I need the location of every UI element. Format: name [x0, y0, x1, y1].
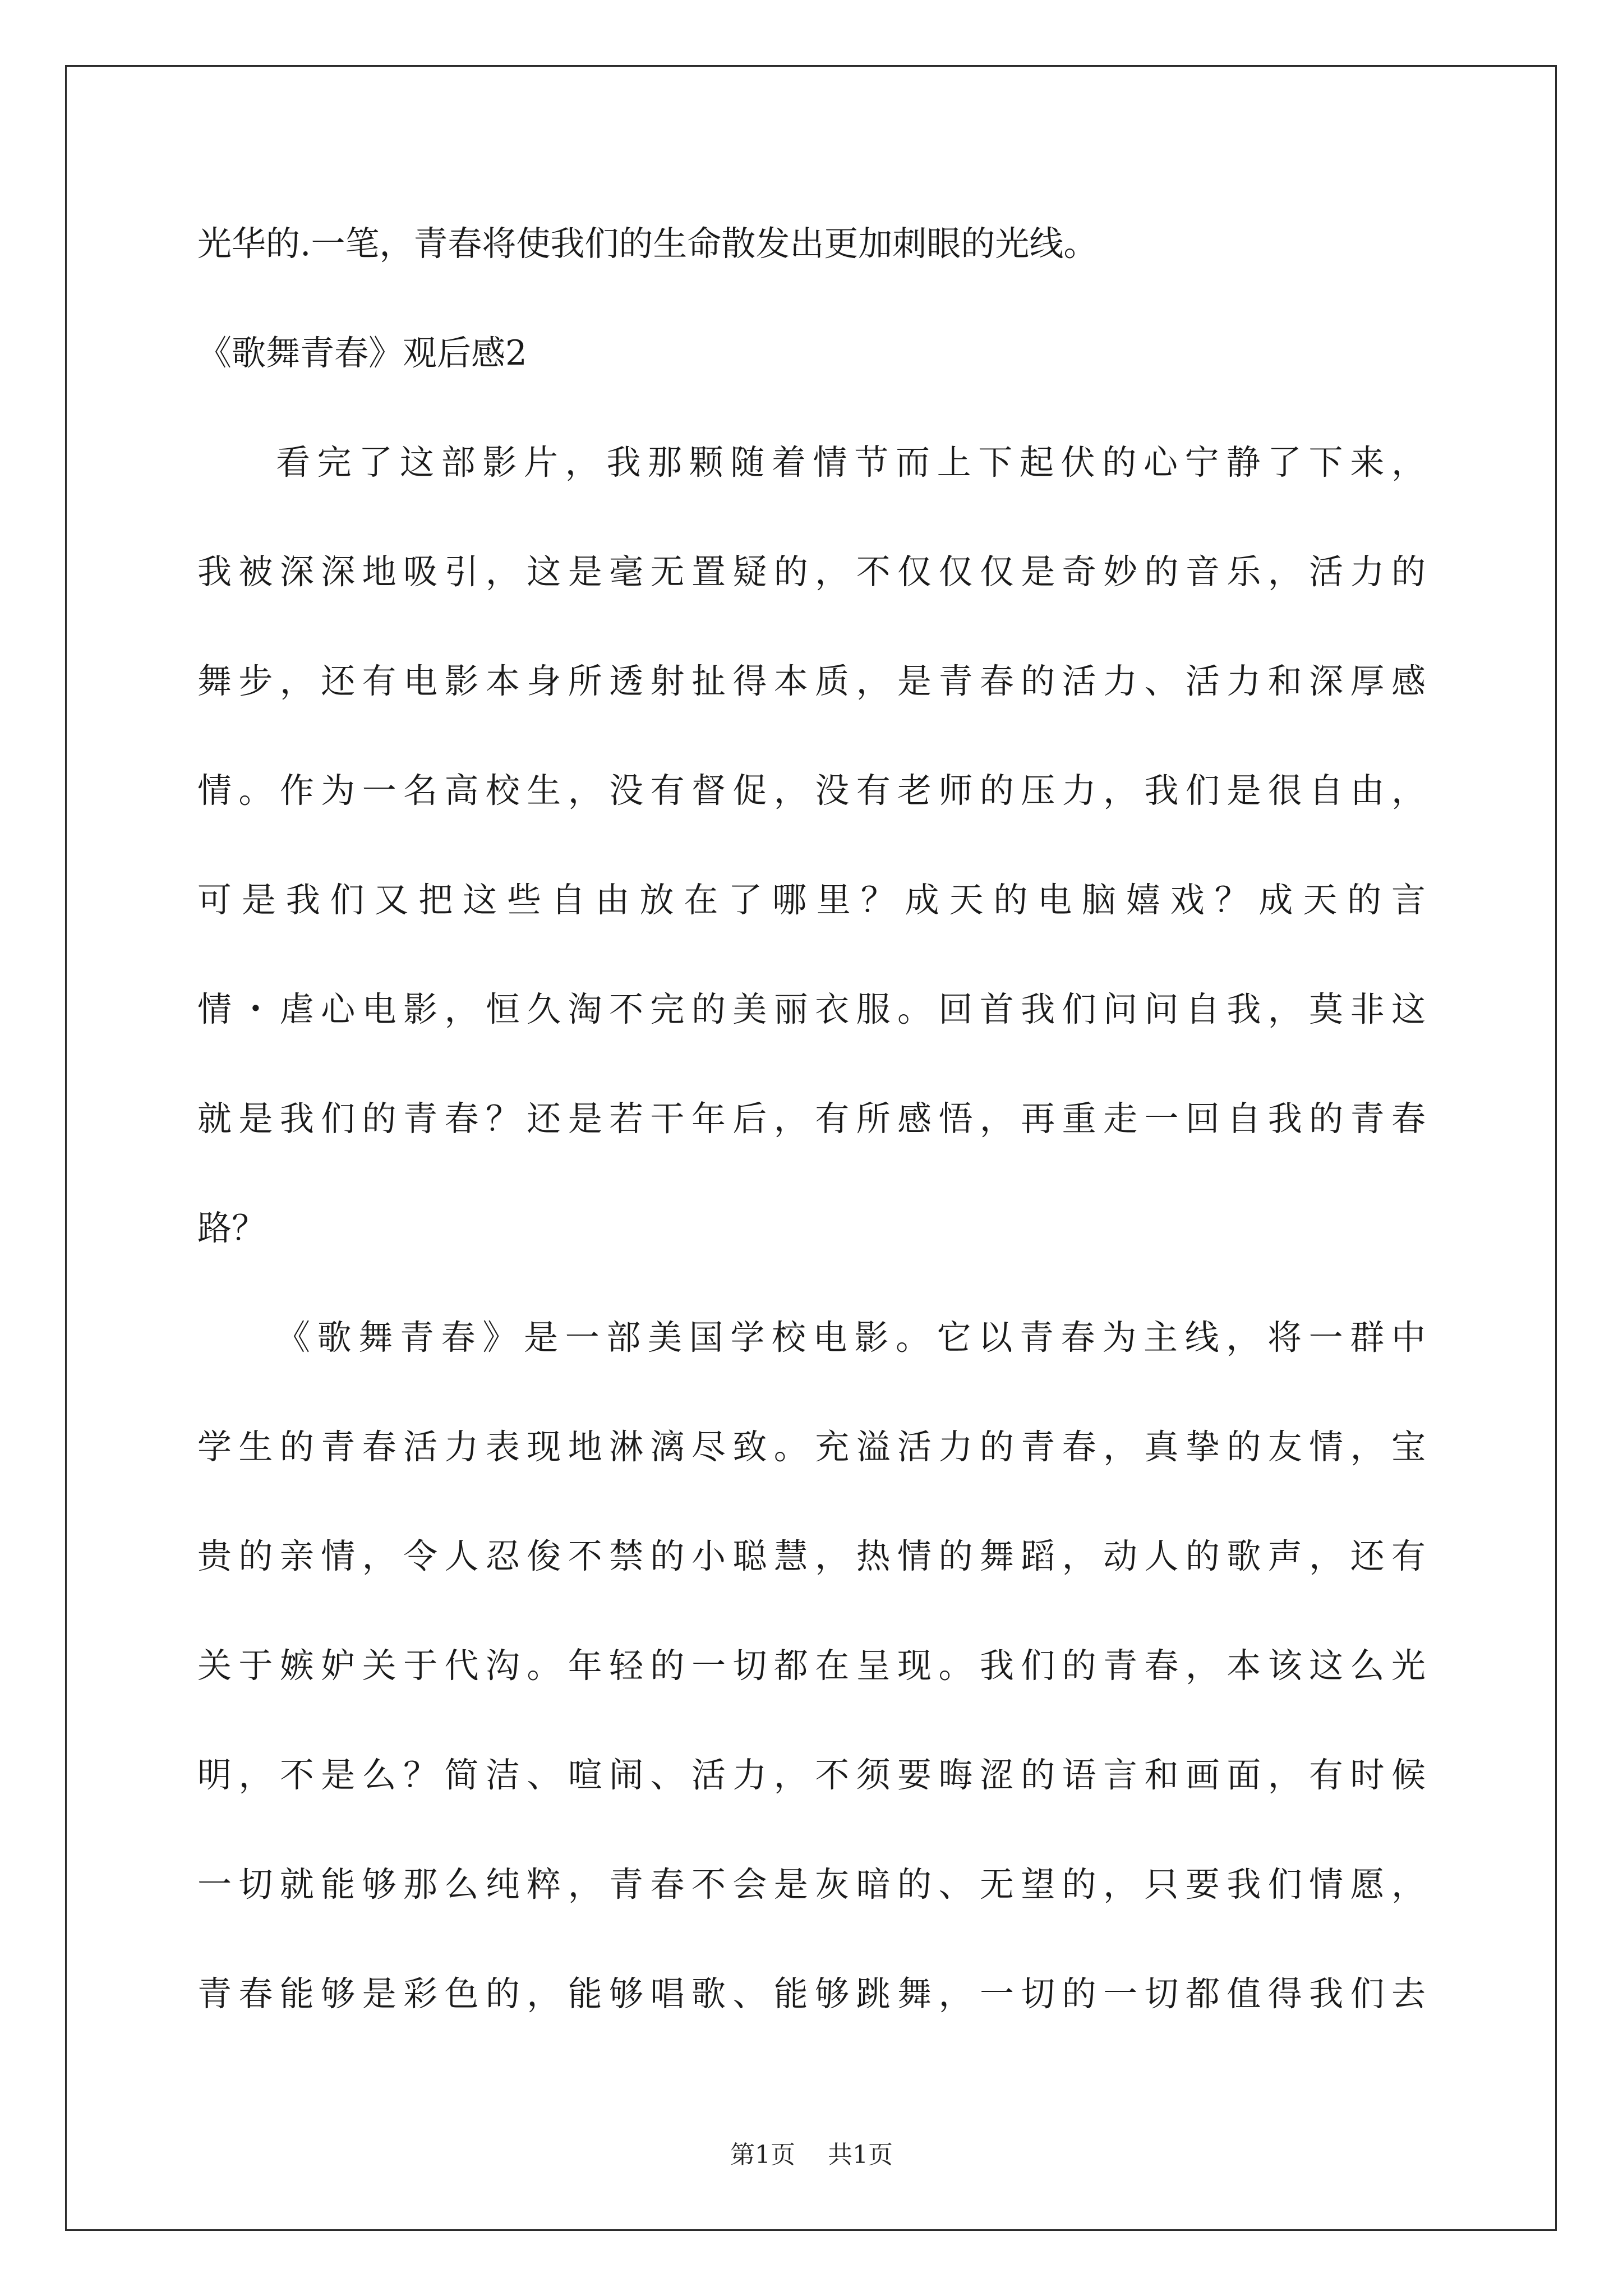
section-heading: 《歌舞青春》观后感2: [197, 333, 527, 373]
paragraph-line: 我被深深地吸引，这是毫无置疑的，不仅仅仅是奇妙的音乐，活力的: [197, 552, 1426, 592]
paragraph-line: 看完了这部影片，我那颗随着情节而上下起伏的心宁静了下来，: [276, 443, 1426, 482]
paragraph-line: 《歌舞青春》是一部美国学校电影。它以青春为主线，将一群中: [276, 1318, 1426, 1358]
paragraph-line: 光华的.一笔，青春将使我们的生命散发出更加刺眼的光线。: [197, 224, 1098, 264]
paragraph-line: 路？: [197, 1208, 266, 1248]
paragraph-line: 舞步，还有电影本身所透射扯得本质，是青春的活力、活力和深厚感: [197, 661, 1426, 701]
paragraph-line: 就是我们的青春？还是若干年后，有所感悟，再重走一回自我的青春: [197, 1099, 1426, 1139]
paragraph-line: 青春能够是彩色的，能够唱歌、能够跳舞，一切的一切都值得我们去: [197, 1974, 1426, 2014]
paragraph-line: 情・虐心电影，恒久淘不完的美丽衣服。回首我们问问自我，莫非这: [197, 990, 1426, 1029]
paragraph-line: 一切就能够那么纯粹，青春不会是灰暗的、无望的，只要我们情愿，: [197, 1865, 1426, 1904]
page-total: 共1页: [828, 2141, 893, 2169]
paragraph-line: 贵的亲情，令人忍俊不禁的小聪慧，热情的舞蹈，动人的歌声，还有: [197, 1536, 1426, 1576]
page-footer: [0, 2138, 1623, 2172]
paragraph-line: 情。作为一名高校生，没有督促，没有老师的压力，我们是很自由，: [197, 771, 1426, 811]
page-number: 第1页: [730, 2141, 795, 2169]
paragraph-line: 关于嫉妒关于代沟。年轻的一切都在呈现。我们的青春，本该这么光: [197, 1646, 1426, 1686]
paragraph-line: 明，不是么？简洁、喧闹、活力，不须要晦涩的语言和画面，有时候: [197, 1755, 1426, 1795]
paragraph-line: 学生的青春活力表现地淋漓尽致。充溢活力的青春，真挚的友情，宝: [197, 1427, 1426, 1467]
paragraph-line: 可是我们又把这些自由放在了哪里？成天的电脑嬉戏？成天的言: [197, 880, 1426, 920]
document-body: [197, 210, 1426, 2070]
